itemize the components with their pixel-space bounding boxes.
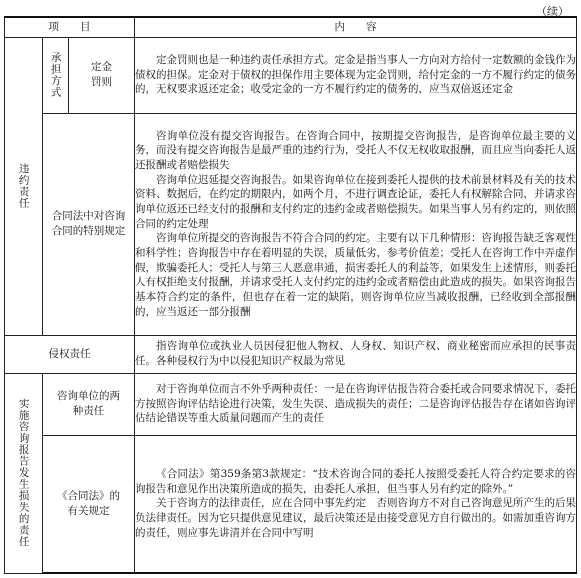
special-provisions-label: 合同法中对咨询合同的特别规定 <box>43 113 135 335</box>
deposit-rule-label: 定金罚则 <box>69 37 135 113</box>
table-row <box>5 37 577 113</box>
table-header-row <box>5 17 577 37</box>
continued-label: （续） <box>536 5 569 18</box>
two-liabilities-content: 对于咨询单位而言不外乎两种责任：一是在咨询评估报告符合委托或合同要求情况下，委托方按照咨询评估结论进行决策，发生失误、造成损失的责任；二是咨询评估报告存在诸如咨询评估结论错误等重大质量问题而产生的责任 <box>135 373 577 435</box>
tort-liability-content: 指咨询单位或执业人员因侵犯他人物权、人身权、知识产权、商业秘密而应承担的民事责任。各种侵权行为中以侵犯知识产权最为常见 <box>135 335 577 373</box>
table-row <box>5 373 577 435</box>
table-row <box>5 435 577 573</box>
header-item: 项 目 <box>5 17 135 37</box>
contract-law-label: 《合同法》的有关规定 <box>43 435 135 573</box>
tort-liability-label: 侵权责任 <box>5 335 135 373</box>
breach-liability-label: 违约责任 <box>5 37 43 335</box>
header-content: 内 容 <box>135 17 577 37</box>
table-row <box>5 335 577 373</box>
deposit-rule-content: 定金罚则也是一种违约责任承担方式。定金是指当事人一方向对方给付一定数额的金钱作为债权的担保。定金对于债权的担保作用主要体现为定金罚则，给付定金的一方不履行约定的债务的，无权要求返还定金；收受定金的一方不履行约定的债务的，应当双倍返还定金 <box>135 37 577 113</box>
special-provisions-content: 咨询单位没有提交咨询报告。在咨询合同中，按期提交咨询报告，是咨询单位最主要的义务，而没有提交咨询报告是最严重的违约行为，受托人不仅无权收取报酬，而且应当向委托人返还报酬或者赔偿损失 咨询单位迟延提交咨询报告。如果咨询单位在接到委托人提供的技术前景材料及有关的技术资料、数据后，在约定的期限内，如两个月，不进行调查论证，委托人有权解除合同，并请求咨询单位返还已经支付的报酬和支付约定的违约金或者赔偿损失。如果当事人另有约定的，则依照合同的约定处理 咨询单位所提交的咨询报告不符合合同的约定。主要有以下几种情形：咨询报告缺乏客观性和科学性；咨询报告中存在着明显的失误，质量低劣，参考价值差；受托人在咨询工作中弄虚作假，欺骗委托人；受托人与第三人恶意串通，损害委托人的利益等，如果发生上述情形，则委托人有权拒绝支付报酬，并请求受托人支付约定的违约金或者赔偿由此造成的损失。如果咨询报告基本符合约定的条件，但也存在着一定的缺陷，则咨询单位应当减收报酬，已经收到全部报酬的，应当返还一部分报酬 <box>135 113 577 335</box>
table-row <box>5 113 577 335</box>
two-liabilities-label: 咨询单位的两种责任 <box>43 373 135 435</box>
undertaking-method-label: 承担方式 <box>43 37 69 113</box>
liability-table <box>4 16 577 574</box>
contract-law-content: 《合同法》第359条第3款规定：“技术咨询合同的委托人按照受委托人符合约定要求的咨询报告和意见作出决策所造成的损失，由委托人承担，但当事人另有约定的除外。” 关于咨询方的法律责任，应在合同中事先约定 否则咨询方不对自己咨询意见所产生的后果负法律责任。因为它只提供意见建议，最后决策还是由接受意见方自行做出的。如需加重咨询方的责任，则应事先讲清并在合同中写明 <box>135 435 577 573</box>
loss-liability-label: 实施咨询报告发生损失的责任 <box>5 373 43 573</box>
